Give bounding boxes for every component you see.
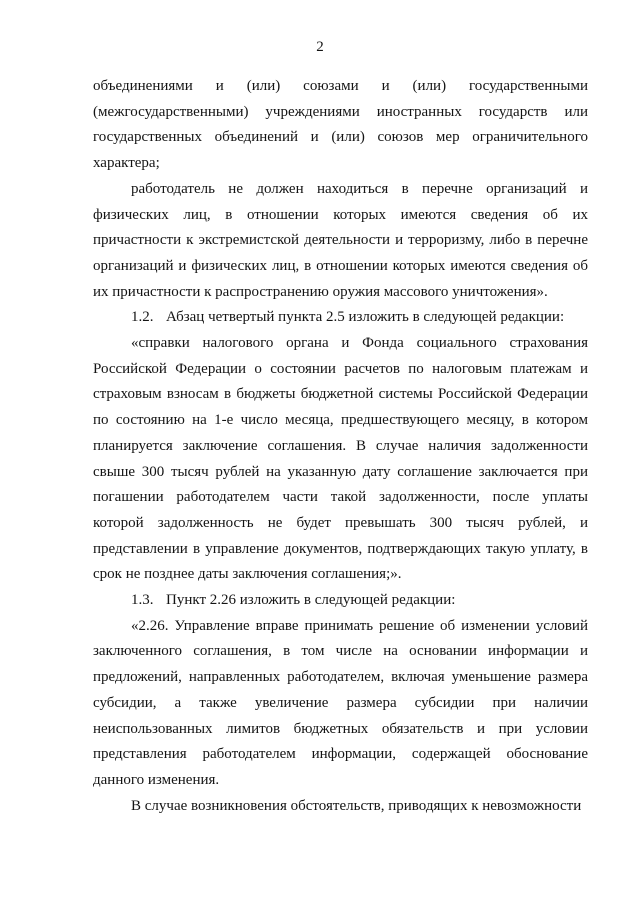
paragraph-2-26: «2.26. Управление вправе принимать решение об изменении условий заключенного соглашения, в том числе на основании информации и предложений, направленных работодателем, включая уменьшение размера субсидии, а также увеличение размера субсидии при наличии неиспользованных лимитов бюджетных обязательств и при условии представления работодателем информации, содержащей обоснование данного изменения. xyxy=(93,617,588,788)
item-1-2 xyxy=(93,305,588,331)
document-body xyxy=(93,74,588,819)
paragraph-circumstances: В случае возникновения обстоятельств, приводящих к невозможности xyxy=(131,797,582,814)
item-1-2-text: Абзац четвертый пункта 2.5 изложить в следующей редакции: xyxy=(166,309,565,326)
page-number: 2 xyxy=(316,39,324,55)
paragraph-continuation: объединениями и (или) союзами и (или) государственными (межгосударственными) учреждениями иностранных государств или государственных объединений и (или) союзов мер ограничительного характера; xyxy=(93,78,588,172)
paragraph-tax-certificate: «справки налогового органа и Фонда социального страхования Российской Федерации о состоянии расчетов по налоговым платежам и страховым взносам в бюджеты бюджетной системы Российской Федерации по состоянию на 1-е число месяца, предшествующего месяцу, в котором планируется заключение соглашения. В случае наличия задолженности свыше 300 тысяч рублей на указанную дату соглашение заключается при погашении работодателем части такой задолженности, после уплаты которой задолженность не будет превышать 300 тысяч рублей, и представлении в управление документов, подтверждающих такую уплату, в срок не позднее даты заключения соглашения;». xyxy=(93,335,588,583)
item-1-3-text: Пункт 2.26 изложить в следующей редакции: xyxy=(166,592,456,609)
item-1-2-number: 1.2. xyxy=(131,309,154,326)
item-1-3-number: 1.3. xyxy=(131,592,154,609)
paragraph-employer-list-requirement: работодатель не должен находиться в перечне организаций и физических лиц, в отношении которых имеются сведения об их причастности к экстремистской деятельности и терроризму, либо в перечне организаций и физических лиц, в отношении которых имеются сведения об их причастности к распространению оружия массового уничтожения». xyxy=(93,180,588,300)
item-1-3 xyxy=(93,588,588,614)
